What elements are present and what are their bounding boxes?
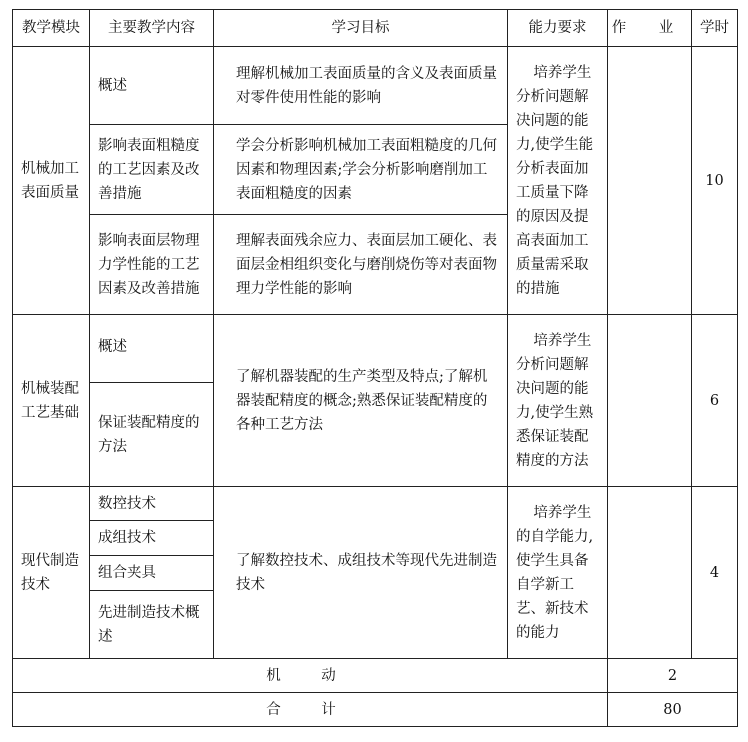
content-cell: 组合夹具 [90,556,214,591]
homework-cell [608,487,692,659]
hours-cell: 4 [692,487,738,659]
content-cell: 影响表面粗糙度的工艺因素及改善措施 [90,125,214,215]
total-label: 合 计 [13,693,608,727]
content-cell: 概述 [90,315,214,383]
header-module: 教学模块 [13,10,90,47]
header-row [13,10,738,47]
header-homework: 作 业 [608,10,692,47]
ability-cell [508,315,608,487]
table-row [13,47,738,125]
objective-cell: 了解数控技术、成组技术等现代先进制造技术 [214,487,508,659]
ability-text: 培养学生分析问题解决问题的能力,使学生熟悉保证装配精度的方法 [516,332,594,469]
total-row [13,659,738,693]
homework-cell [608,47,692,315]
objective-cell: 理解机械加工表面质量的含义及表面质量对零件使用性能的影响 [214,47,508,125]
header-ability: 能力要求 [508,10,608,47]
total-row [13,693,738,727]
ability-text: 培养学生的自学能力,使学生具备自学新工艺、新技术的能力 [516,504,594,641]
content-cell: 数控技术 [90,487,214,521]
ability-text: 培养学生分析问题解决问题的能力,使学生能分析表面加工质量下降的原因及提高表面加工质量需采取的措施 [516,64,594,297]
header-content: 主要教学内容 [90,10,214,47]
total-hours: 80 [608,693,738,727]
ability-cell [508,487,608,659]
module-name: 现代制造技术 [13,487,90,659]
total-hours: 2 [608,659,738,693]
hours-cell: 6 [692,315,738,487]
table-row [13,487,738,521]
table-row [13,315,738,383]
content-cell: 先进制造技术概述 [90,591,214,659]
objective-cell: 了解机器装配的生产类型及特点;了解机器装配精度的概念;熟悉保证装配精度的各种工艺方法 [214,315,508,487]
content-cell: 成组技术 [90,521,214,556]
homework-cell [608,315,692,487]
objective-cell: 理解表面残余应力、表面层加工硬化、表面层金相组织变化与磨削烧伤等对表面物理力学性能的影响 [214,215,508,315]
syllabus-table [12,9,738,727]
hours-cell: 10 [692,47,738,315]
objective-cell: 学会分析影响机械加工表面粗糙度的几何因素和物理因素;学会分析影响磨削加工表面粗糙度的因素 [214,125,508,215]
module-name: 机械装配工艺基础 [13,315,90,487]
module-name: 机械加工表面质量 [13,47,90,315]
ability-cell [508,47,608,315]
header-hours: 学时 [692,10,738,47]
content-cell: 影响表面层物理力学性能的工艺因素及改善措施 [90,215,214,315]
total-label: 机 动 [13,659,608,693]
content-cell: 保证装配精度的方法 [90,383,214,487]
content-cell: 概述 [90,47,214,125]
header-objective: 学习目标 [214,10,508,47]
